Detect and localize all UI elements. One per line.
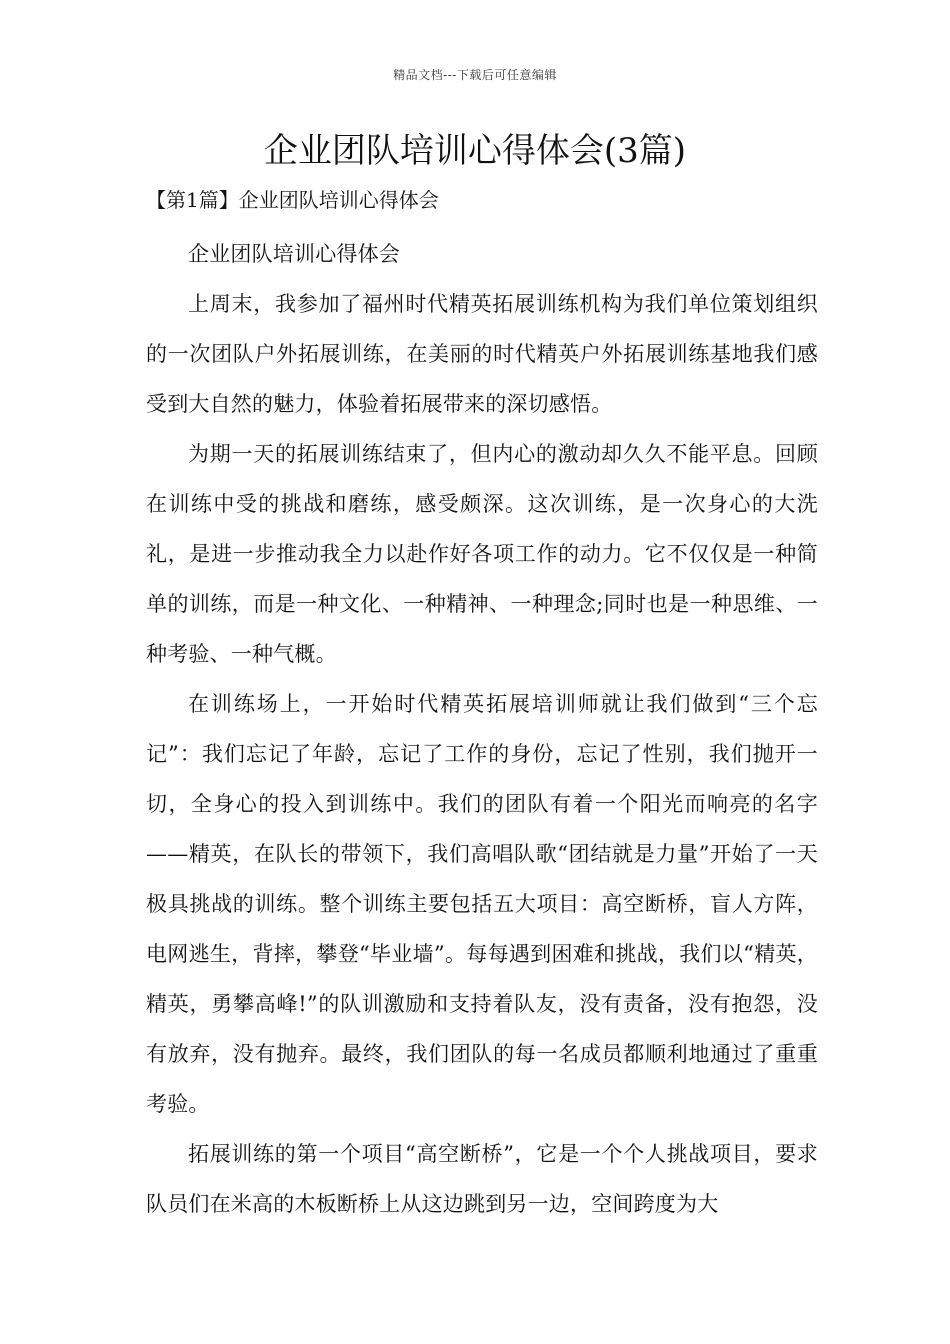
paragraph: 上周末，我参加了福州时代精英拓展训练机构为我们单位策划组织的一次团队户外拓展训练，在美丽的时代精英户外拓展训练基地我们感受到大自然的魅力，体验着拓展带来的深切感悟。 (146, 292, 818, 416)
paragraph: 企业团队培训心得体会 (188, 242, 400, 266)
paragraph: 拓展训练的第一个项目“高空断桥”，它是一个个人挑战项目，要求队员们在米高的木板断桥上从这边跳到另一边，空间跨度为大 (146, 1142, 818, 1216)
header-note: 精品文档---下载后可任意编辑 (393, 68, 557, 82)
document-body (146, 229, 818, 1229)
paragraph: 为期一天的拓展训练结束了，但内心的激动却久久不能平息。回顾在训练中受的挑战和磨练，感受颇深。这次训练，是一次身心的大洗礼，是进一步推动我全力以赴作好各项工作的动力。它不仅仅是一种简单的训练，而是一种文化、一种精神、一种理念;同时也是一种思维、一种考验、一种气概。 (146, 442, 818, 666)
section-heading: 【第1篇】企业团队培训心得体会 (146, 188, 439, 212)
paragraph: 在训练场上，一开始时代精英拓展培训师就让我们做到“三个忘记”：我们忘记了年龄，忘记了工作的身份，忘记了性别，我们抛开一切，全身心的投入到训练中。我们的团队有着一个阳光而响亮的名字——精英，在队长的带领下，我们高唱队歌“团结就是力量”开始了一天极具挑战的训练。整个训练主要包括五大项目：高空断桥，盲人方阵，电网逃生，背摔，攀登“毕业墙”。每每遇到困难和挑战，我们以“精英，精英，勇攀高峰!”的队训激励和支持着队友，没有责备，没有抱怨，没有放弃，没有抛弃。最终，我们团队的每一名成员都顺利地通过了重重考验。 (146, 692, 818, 1116)
document-title: 企业团队培训心得体会(3篇) (263, 131, 687, 171)
